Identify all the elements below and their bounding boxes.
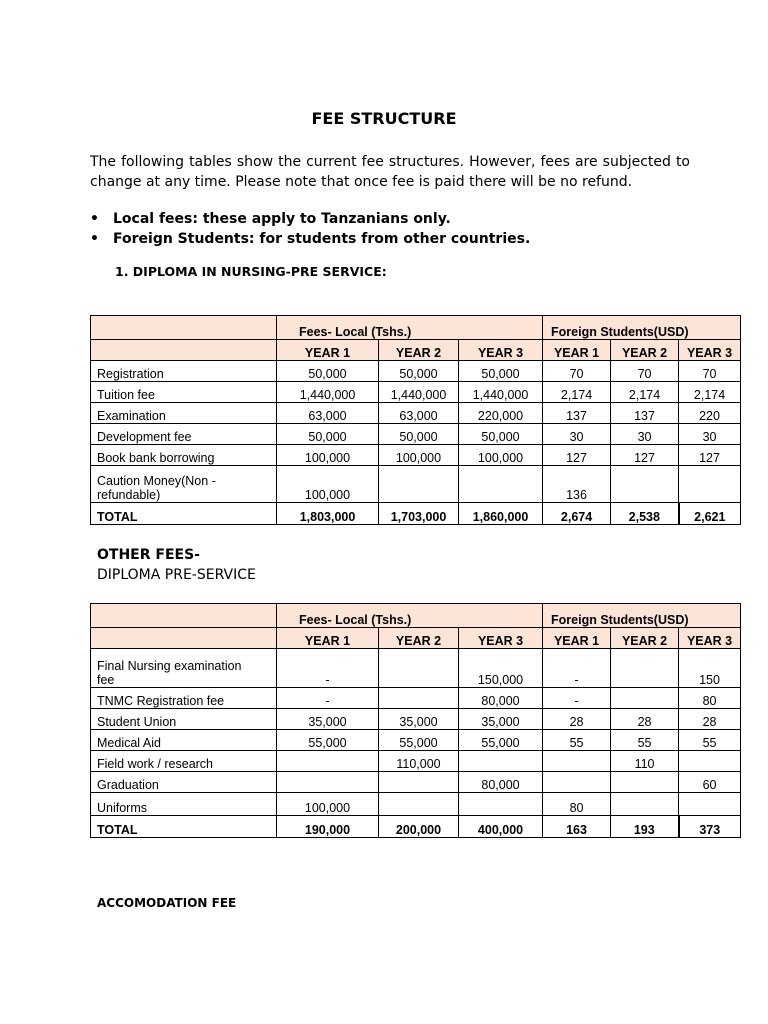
fee-type-list — [90, 209, 530, 249]
intro-paragraph: The following tables show the current fee structures. However, fees are subjected to change at any time. Please note that once fee is paid there will be no refund. — [90, 154, 690, 190]
fee-cell — [543, 772, 611, 793]
fee-cell: 55 — [679, 730, 741, 751]
fee-cell: 150,000 — [459, 649, 543, 688]
table-row — [91, 403, 741, 424]
row-label: Book bank borrowing — [91, 445, 277, 466]
fee-cell: 100,000 — [277, 793, 379, 816]
other-fees-table — [90, 603, 741, 838]
fee-cell: 2,174 — [611, 382, 679, 403]
total-cell: 2,621 — [679, 503, 741, 525]
fee-cell: 100,000 — [277, 445, 379, 466]
group-header-row — [91, 316, 741, 340]
fee-cell: 2,174 — [679, 382, 741, 403]
group-header-row — [91, 604, 741, 628]
header-blank-cell — [91, 628, 277, 649]
fee-cell: 55 — [543, 730, 611, 751]
total-cell: 193 — [611, 816, 679, 838]
diploma-fee-table — [90, 315, 741, 525]
year-header: YEAR 1 — [543, 628, 611, 649]
fee-cell: 63,000 — [379, 403, 459, 424]
year-header: YEAR 3 — [459, 340, 543, 361]
fee-cell — [459, 793, 543, 816]
fee-cell: 100,000 — [277, 466, 379, 503]
fee-cell: 220,000 — [459, 403, 543, 424]
fee-cell: 50,000 — [379, 424, 459, 445]
fee-cell — [379, 466, 459, 503]
total-cell: 400,000 — [459, 816, 543, 838]
table-row — [91, 424, 741, 445]
bullet-text: Foreign Students: for students from other countries. — [113, 231, 531, 247]
fee-cell: 55,000 — [379, 730, 459, 751]
fee-cell — [611, 772, 679, 793]
fee-cell: 1,440,000 — [277, 382, 379, 403]
accommodation-heading: ACCOMODATION FEE — [97, 896, 237, 910]
fee-cell — [459, 466, 543, 503]
fee-cell: 1,440,000 — [379, 382, 459, 403]
row-label: Examination — [91, 403, 277, 424]
fee-cell: 50,000 — [459, 424, 543, 445]
fee-cell: 50,000 — [379, 361, 459, 382]
table-row — [91, 793, 741, 816]
header-blank-cell — [91, 604, 277, 628]
row-label: Development fee — [91, 424, 277, 445]
section-heading-diploma: 1. DIPLOMA IN NURSING-PRE SERVICE: — [115, 264, 387, 279]
fee-cell: 30 — [679, 424, 741, 445]
fee-cell: - — [543, 688, 611, 709]
total-cell: 2,674 — [543, 503, 611, 525]
other-fees-subtitle: DIPLOMA PRE-SERVICE — [97, 567, 256, 583]
row-label-line: refundable) — [97, 488, 161, 502]
year-header-row — [91, 340, 741, 361]
table-row — [91, 649, 741, 688]
fee-cell: 55,000 — [459, 730, 543, 751]
fee-cell: 100,000 — [459, 445, 543, 466]
total-cell: 163 — [543, 816, 611, 838]
fee-cell: 80,000 — [459, 688, 543, 709]
table-row — [91, 382, 741, 403]
fee-cell: 35,000 — [459, 709, 543, 730]
fee-cell — [379, 772, 459, 793]
year-header: YEAR 2 — [611, 628, 679, 649]
table-row — [91, 466, 741, 503]
fee-cell — [277, 751, 379, 772]
fee-cell: 70 — [679, 361, 741, 382]
table-row — [91, 751, 741, 772]
fee-cell: 110,000 — [379, 751, 459, 772]
fee-cell: 127 — [679, 445, 741, 466]
group-local-header: Fees- Local (Tshs.) — [277, 316, 543, 340]
fee-cell — [611, 793, 679, 816]
fee-cell — [611, 649, 679, 688]
total-cell: 190,000 — [277, 816, 379, 838]
total-cell: 373 — [679, 816, 741, 838]
fee-cell: 50,000 — [459, 361, 543, 382]
fee-cell: 55 — [611, 730, 679, 751]
table-row — [91, 361, 741, 382]
fee-cell: 30 — [611, 424, 679, 445]
fee-cell: 35,000 — [277, 709, 379, 730]
group-foreign-header: Foreign Students(USD) — [543, 604, 741, 628]
fee-cell — [459, 751, 543, 772]
total-cell: 1,860,000 — [459, 503, 543, 525]
other-fees-heading — [97, 545, 256, 585]
fee-cell: 80 — [679, 688, 741, 709]
year-header: YEAR 1 — [277, 628, 379, 649]
fee-cell: 137 — [611, 403, 679, 424]
table-row — [91, 445, 741, 466]
fee-cell: 28 — [679, 709, 741, 730]
fee-cell: 50,000 — [277, 361, 379, 382]
row-label-line: fee — [97, 673, 115, 687]
row-label-line: Final Nursing examination — [97, 659, 242, 673]
fee-cell — [543, 751, 611, 772]
row-label: TNMC Registration fee — [91, 688, 277, 709]
bullet-local-fees — [90, 209, 530, 229]
fee-cell: 70 — [611, 361, 679, 382]
fee-cell: 1,440,000 — [459, 382, 543, 403]
year-header: YEAR 2 — [379, 340, 459, 361]
fee-cell: 110 — [611, 751, 679, 772]
total-cell: 1,803,000 — [277, 503, 379, 525]
fee-cell: - — [277, 688, 379, 709]
total-row — [91, 816, 741, 838]
row-label: Uniforms — [91, 793, 277, 816]
table-row — [91, 730, 741, 751]
row-label — [91, 649, 277, 688]
row-label: Field work / research — [91, 751, 277, 772]
year-header: YEAR 3 — [679, 340, 741, 361]
bullet-foreign-students — [90, 229, 530, 249]
fee-cell: - — [277, 649, 379, 688]
row-label: Registration — [91, 361, 277, 382]
other-fees-title: OTHER FEES- — [97, 547, 200, 563]
fee-cell — [277, 772, 379, 793]
fee-cell — [379, 649, 459, 688]
table-row — [91, 772, 741, 793]
total-label: TOTAL — [91, 816, 277, 838]
total-cell: 2,538 — [611, 503, 679, 525]
row-label: Medical Aid — [91, 730, 277, 751]
total-label: TOTAL — [91, 503, 277, 525]
fee-cell: 80 — [543, 793, 611, 816]
fee-cell: 50,000 — [277, 424, 379, 445]
total-cell: 1,703,000 — [379, 503, 459, 525]
fee-cell: 2,174 — [543, 382, 611, 403]
fee-cell — [611, 688, 679, 709]
year-header: YEAR 3 — [679, 628, 741, 649]
table-row — [91, 709, 741, 730]
fee-cell — [379, 688, 459, 709]
row-label: Graduation — [91, 772, 277, 793]
year-header: YEAR 2 — [611, 340, 679, 361]
fee-cell: 28 — [543, 709, 611, 730]
fee-cell: 136 — [543, 466, 611, 503]
fee-cell — [679, 466, 741, 503]
fee-cell: 70 — [543, 361, 611, 382]
year-header-row — [91, 628, 741, 649]
bullet-icon: • — [90, 211, 99, 227]
page-title: FEE STRUCTURE — [311, 109, 457, 128]
fee-cell: 60 — [679, 772, 741, 793]
fee-cell — [379, 793, 459, 816]
row-label — [91, 466, 277, 503]
group-foreign-header: Foreign Students(USD) — [543, 316, 741, 340]
total-row — [91, 503, 741, 525]
bullet-text: Local fees: these apply to Tanzanians only. — [113, 211, 451, 227]
fee-cell: 220 — [679, 403, 741, 424]
fee-cell: 28 — [611, 709, 679, 730]
fee-cell: 150 — [679, 649, 741, 688]
table-row — [91, 688, 741, 709]
fee-cell: 127 — [611, 445, 679, 466]
year-header: YEAR 3 — [459, 628, 543, 649]
year-header: YEAR 1 — [543, 340, 611, 361]
fee-cell: 30 — [543, 424, 611, 445]
fee-cell — [679, 751, 741, 772]
fee-cell: 127 — [543, 445, 611, 466]
year-header: YEAR 1 — [277, 340, 379, 361]
fee-cell: 35,000 — [379, 709, 459, 730]
fee-cell: 63,000 — [277, 403, 379, 424]
header-blank-cell — [91, 340, 277, 361]
fee-cell: - — [543, 649, 611, 688]
fee-cell — [679, 793, 741, 816]
row-label: Student Union — [91, 709, 277, 730]
fee-cell: 100,000 — [379, 445, 459, 466]
row-label-line: Caution Money(Non - — [97, 474, 216, 488]
row-label: Tuition fee — [91, 382, 277, 403]
group-local-header: Fees- Local (Tshs.) — [277, 604, 543, 628]
fee-cell: 80,000 — [459, 772, 543, 793]
fee-cell — [611, 466, 679, 503]
year-header: YEAR 2 — [379, 628, 459, 649]
header-blank-cell — [91, 316, 277, 340]
total-cell: 200,000 — [379, 816, 459, 838]
bullet-icon: • — [90, 231, 99, 247]
fee-cell: 137 — [543, 403, 611, 424]
fee-cell: 55,000 — [277, 730, 379, 751]
